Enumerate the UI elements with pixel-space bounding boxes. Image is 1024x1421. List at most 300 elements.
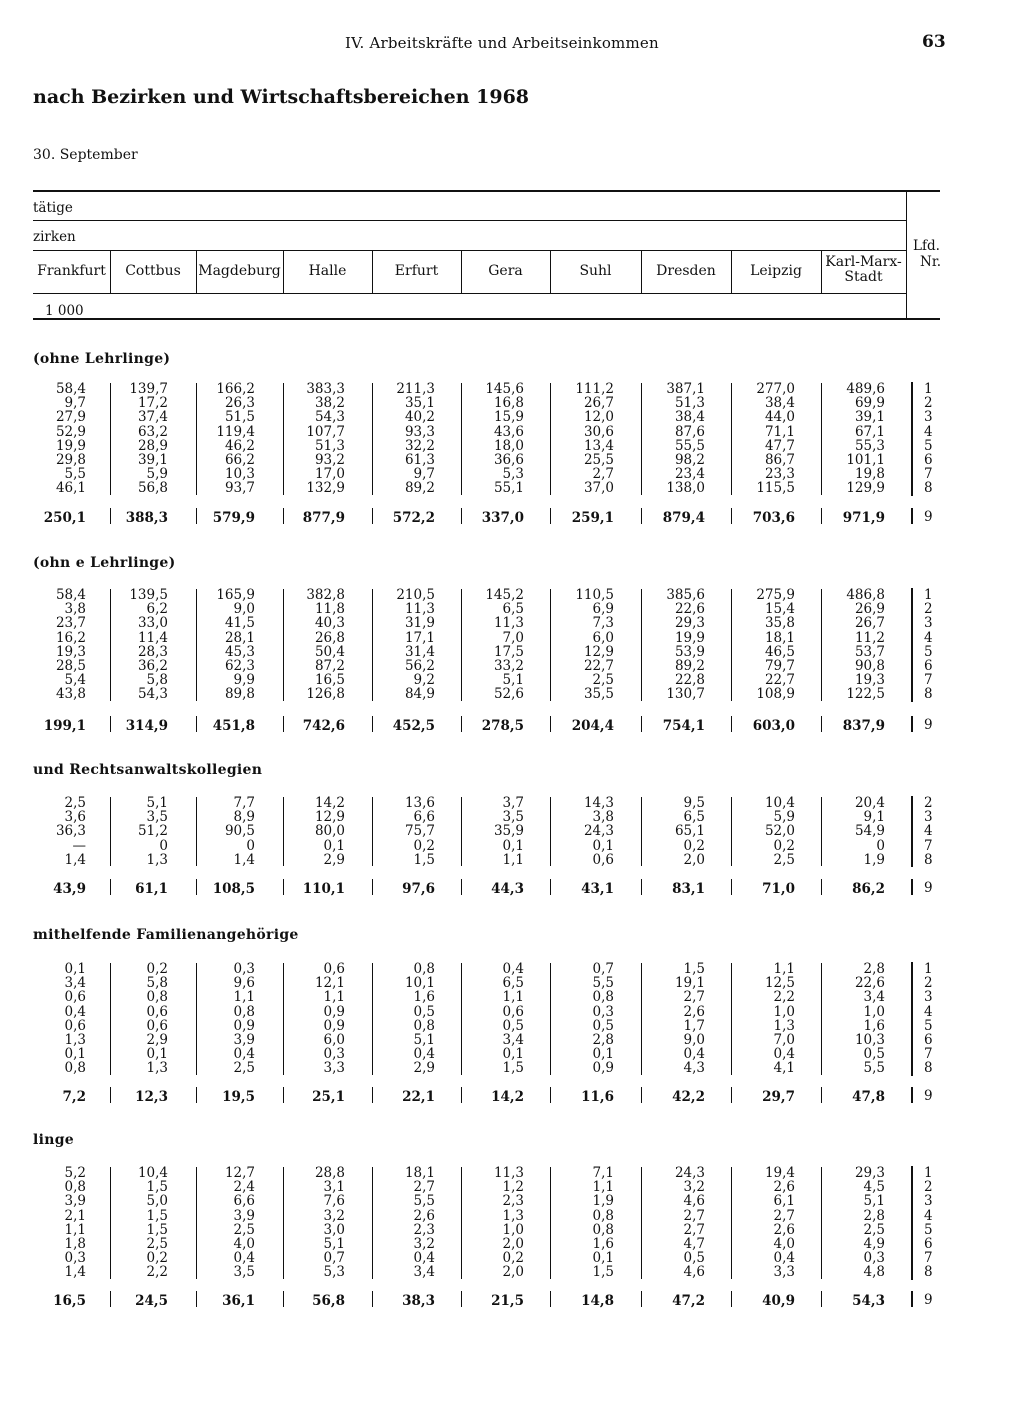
column-divider [641,1291,642,1307]
row-number: 9 [924,509,933,525]
data-cell: 3,9 [233,1032,255,1048]
data-cell: 36,3 [55,823,86,840]
data-cell: 89,2 [674,658,705,674]
data-cell: 0,4 [233,1250,255,1267]
data-cell: 0,8 [64,1179,86,1196]
data-cell: 489,6 [846,381,885,397]
data-cell: 1,2 [502,1179,524,1196]
column-divider [550,383,551,495]
column-divider [821,589,822,701]
data-cell: 0 [876,837,885,854]
data-cell: 0,1 [64,961,86,977]
column-header-cottbus: Cottbus [125,263,181,279]
data-cell: 51,3 [314,437,345,454]
section-title: (ohn e Lehrlinge) [33,555,176,571]
column-divider [821,1167,822,1279]
data-cell: 6,5 [502,601,524,618]
row-number: 6 [924,1236,933,1252]
data-cell: 3,3 [323,1060,345,1077]
data-cell: 31,4 [404,643,435,660]
total-cell: 21,5 [491,1293,524,1309]
column-header-leipzig: Leipzig [750,263,802,279]
data-cell: 15,9 [493,409,524,426]
data-cell: 0,4 [773,1250,795,1267]
column-divider [283,963,284,1075]
lfd-header-2: Nr. [920,254,942,270]
data-cell: 7,3 [592,615,614,632]
data-cell: 1,5 [413,851,435,868]
row-number: 4 [924,1207,933,1224]
data-cell: 0,4 [413,1250,435,1267]
data-cell: 10,3 [224,466,255,483]
data-cell: 75,7 [404,823,435,840]
data-cell: 2,3 [413,1221,435,1238]
data-cell: 44,0 [764,409,795,426]
data-cell: 1,0 [502,1221,524,1238]
data-cell: 3,8 [64,601,86,618]
total-cell: 56,8 [312,1293,345,1309]
data-cell: 19,3 [854,672,885,689]
data-cell: 56,2 [404,658,435,674]
total-cell: 22,1 [402,1089,435,1105]
total-cell: 451,8 [212,718,255,734]
total-cell: 971,9 [842,510,885,526]
column-divider [372,716,373,732]
column-divider [283,797,284,866]
header-lfd-divider [906,190,907,318]
data-cell: 16,8 [493,395,524,412]
total-cell: 14,2 [491,1089,524,1105]
data-cell: 4,0 [233,1236,255,1252]
total-cell: 97,6 [402,881,435,897]
data-cell: 0,8 [233,1003,255,1020]
column-divider [283,1291,284,1307]
data-cell: 0,4 [233,1046,255,1063]
total-cell: 108,5 [212,881,255,897]
data-cell: 3,4 [502,1032,524,1048]
data-cell: 2,2 [146,1264,168,1281]
data-cell: 71,1 [764,423,795,440]
data-cell: 54,9 [854,823,885,840]
data-cell: 0,7 [323,1250,345,1267]
data-cell: 4,6 [683,1264,705,1281]
data-cell: 2,7 [683,989,705,1006]
header-rule-bottom [33,318,940,320]
data-cell: 3,7 [502,795,524,811]
data-cell: 52,6 [493,686,524,703]
row-number: 4 [924,629,933,646]
data-cell: 0,7 [592,961,614,977]
data-cell: 93,7 [224,480,255,497]
data-cell: 18,1 [764,629,795,646]
data-cell: 53,9 [674,643,705,660]
data-cell: 107,7 [306,423,345,440]
data-cell: 166,2 [216,381,255,397]
data-cell: 19,9 [674,629,705,646]
data-cell: 3,4 [413,1264,435,1281]
column-divider [372,797,373,866]
data-cell: 2,6 [683,1003,705,1020]
lfd-divider [911,382,913,496]
data-cell: 15,4 [764,601,795,618]
data-cell: 2,1 [64,1207,86,1224]
column-divider [731,797,732,866]
data-cell: 0,3 [64,1250,86,1267]
column-divider [731,1291,732,1307]
data-cell: 3,5 [233,1264,255,1281]
data-cell: 1,3 [502,1207,524,1224]
data-cell: 9,9 [233,672,255,689]
data-cell: 0,1 [592,837,614,854]
row-number: 5 [924,1221,933,1238]
data-cell: 1,6 [413,989,435,1006]
data-cell: 12,9 [314,809,345,826]
page-number: 63 [922,32,946,52]
data-cell: 6,9 [592,601,614,618]
column-divider [731,963,732,1075]
data-cell: 7,0 [773,1032,795,1048]
data-cell: 30,6 [583,423,614,440]
data-cell: 0,4 [773,1046,795,1063]
data-cell: 3,9 [64,1193,86,1210]
total-cell: 278,5 [481,718,524,734]
column-divider [550,1167,551,1279]
data-cell: 26,9 [854,601,885,618]
total-cell: 19,5 [222,1089,255,1105]
data-cell: 40,3 [314,615,345,632]
data-cell: 10,4 [764,795,795,811]
total-cell: 47,2 [672,1293,705,1309]
header-col-divider [731,250,732,293]
total-cell: 61,1 [135,881,168,897]
data-cell: 62,3 [224,658,255,674]
data-cell: 0,9 [323,1017,345,1034]
header-rule-2 [33,250,906,251]
data-cell: 0,3 [863,1250,885,1267]
data-cell: 2,0 [502,1236,524,1252]
data-cell: 0 [246,837,255,854]
data-cell: 2,9 [413,1060,435,1077]
data-cell: 5,5 [592,975,614,992]
row-number: 3 [924,809,933,826]
column-header-erfurt: Erfurt [394,263,439,279]
data-cell: 0,4 [413,1046,435,1063]
page-title: nach Bezirken und Wirtschaftsbereichen 1968 [33,86,530,108]
data-cell: 37,4 [137,409,168,426]
data-cell: 6,5 [502,975,524,992]
column-divider [461,383,462,495]
data-cell: 36,2 [137,658,168,674]
data-cell: 2,6 [773,1221,795,1238]
column-divider [283,589,284,701]
data-cell: 26,7 [854,615,885,632]
data-cell: 0,3 [592,1003,614,1020]
data-cell: 28,9 [137,437,168,454]
data-cell: 8,9 [233,809,255,826]
data-cell: 11,3 [404,601,435,618]
data-cell: 2,6 [773,1179,795,1196]
data-cell: 3,3 [773,1264,795,1281]
column-divider [550,797,551,866]
data-cell: 17,5 [493,643,524,660]
row-number: 1 [924,587,933,603]
column-divider [461,1087,462,1103]
data-cell: 1,7 [683,1017,705,1034]
header-col-divider [461,250,462,293]
data-cell: 23,3 [764,466,795,483]
column-divider [731,508,732,524]
data-cell: 7,7 [233,795,255,811]
data-cell: 19,4 [764,1165,795,1181]
data-cell: 119,4 [216,423,255,440]
data-cell: 486,8 [846,587,885,603]
data-cell: 0,9 [592,1060,614,1077]
data-cell: 1,5 [146,1207,168,1224]
data-cell: 2,5 [233,1060,255,1077]
data-cell: 26,3 [224,395,255,412]
data-cell: 93,3 [404,423,435,440]
data-cell: 1,1 [502,989,524,1006]
data-cell: 28,1 [224,629,255,646]
column-divider [641,1167,642,1279]
row-number: 1 [924,1165,933,1181]
column-divider [550,879,551,895]
data-cell: 2,7 [683,1207,705,1224]
data-cell: 9,0 [233,601,255,618]
data-cell: 0,1 [502,837,524,854]
data-cell: 5,1 [502,672,524,689]
header-rule-top [33,190,940,192]
data-cell: 145,2 [485,587,524,603]
data-cell: 17,0 [314,466,345,483]
data-cell: 26,8 [314,629,345,646]
column-divider [821,1291,822,1307]
data-cell: 5,0 [146,1193,168,1210]
total-cell: 43,1 [581,881,614,897]
data-cell: 0,8 [592,1221,614,1238]
column-divider [641,1087,642,1103]
lfd-divider [911,879,913,895]
data-cell: 1,3 [64,1032,86,1048]
total-cell: 54,3 [852,1293,885,1309]
total-cell: 86,2 [852,881,885,897]
column-divider [461,963,462,1075]
data-cell: 111,2 [575,381,614,397]
header-col-divider [821,250,822,293]
data-cell: 5,1 [146,795,168,811]
data-cell: 5,8 [146,975,168,992]
column-divider [550,963,551,1075]
data-cell: 145,6 [485,381,524,397]
total-cell: 314,9 [125,718,168,734]
data-cell: 50,4 [314,643,345,660]
data-cell: 0,2 [502,1250,524,1267]
data-cell: 25,5 [583,452,614,468]
column-divider [461,508,462,524]
row-number: 9 [924,1292,933,1308]
data-cell: 2,7 [592,466,614,483]
row-number: 8 [924,1264,933,1281]
data-cell: 2,5 [233,1221,255,1238]
data-cell: 52,0 [764,823,795,840]
row-number: 2 [924,395,933,412]
column-header-suhl: Suhl [579,263,612,279]
data-cell: 4,9 [863,1236,885,1252]
data-cell: 110,5 [575,587,614,603]
data-cell: 9,2 [413,672,435,689]
data-cell: 132,9 [306,480,345,497]
data-cell: 1,5 [502,1060,524,1077]
data-cell: 1,6 [863,1017,885,1034]
data-cell: 66,2 [224,452,255,468]
header-col-divider [196,250,197,293]
row-number: 2 [924,795,933,811]
data-cell: 87,6 [674,423,705,440]
header-row1-label: tätige [33,200,73,216]
data-cell: 89,8 [224,686,255,703]
total-cell: 24,5 [135,1293,168,1309]
data-cell: 22,6 [854,975,885,992]
data-cell: 4,5 [863,1179,885,1196]
column-divider [641,716,642,732]
data-cell: 9,0 [683,1032,705,1048]
lfd-divider [911,716,913,732]
data-cell: 10,1 [404,975,435,992]
data-cell: 2,5 [146,1236,168,1252]
row-number: 4 [924,823,933,840]
total-cell: 259,1 [571,510,614,526]
data-cell: 0,4 [64,1003,86,1020]
header-rule-1 [33,220,906,221]
section-title: und Rechtsanwaltskollegien [33,762,263,778]
data-cell: 2,5 [773,851,795,868]
data-cell: 11,8 [314,601,345,618]
data-cell: 65,1 [674,823,705,840]
total-cell: 71,0 [762,881,795,897]
data-cell: 12,0 [583,409,614,426]
data-cell: 1,8 [64,1236,86,1252]
data-cell: 28,8 [314,1165,345,1181]
data-cell: 2,6 [413,1207,435,1224]
data-cell: 1,9 [592,1193,614,1210]
total-cell: 47,8 [852,1089,885,1105]
data-cell: 41,5 [224,615,255,632]
row-number: 5 [924,437,933,454]
data-cell: 32,2 [404,437,435,454]
data-cell: 129,9 [846,480,885,497]
data-cell: 138,0 [666,480,705,497]
data-cell: 382,8 [306,587,345,603]
total-cell: 877,9 [302,510,345,526]
data-cell: 12,9 [583,643,614,660]
data-cell: 3,0 [323,1221,345,1238]
column-divider [283,716,284,732]
section-title: (ohne Lehrlinge) [33,351,171,367]
data-cell: 35,5 [583,686,614,703]
data-cell: 54,3 [314,409,345,426]
lfd-divider [911,508,913,524]
data-cell: 79,7 [764,658,795,674]
data-cell: 28,5 [55,658,86,674]
data-cell: 29,3 [854,1165,885,1181]
data-cell: 19,9 [55,437,86,454]
data-cell: 63,2 [137,423,168,440]
column-divider [731,1167,732,1279]
data-cell: 5,4 [64,672,86,689]
data-cell: 14,3 [583,795,614,811]
column-divider [731,589,732,701]
data-cell: 11,2 [854,629,885,646]
data-cell: 2,5 [592,672,614,689]
data-cell: 14,2 [314,795,345,811]
column-divider [821,508,822,524]
data-cell: 0,6 [592,851,614,868]
total-cell: 7,2 [62,1089,86,1105]
column-divider [821,716,822,732]
data-cell: 2,0 [683,851,705,868]
data-cell: 5,9 [146,466,168,483]
data-cell: 84,9 [404,686,435,703]
data-cell: 0,3 [323,1046,345,1063]
total-cell: 25,1 [312,1089,345,1105]
data-cell: 52,9 [55,423,86,440]
row-number: 7 [924,1250,933,1267]
data-cell: 0,2 [683,837,705,854]
data-cell: 1,4 [64,851,86,868]
data-cell: 3,2 [683,1179,705,1196]
data-cell: 0,5 [592,1017,614,1034]
column-divider [641,963,642,1075]
total-cell: 452,5 [392,718,435,734]
data-cell: 51,3 [674,395,705,412]
data-cell: 69,9 [854,395,885,412]
data-cell: 5,5 [863,1060,885,1077]
lfd-divider [911,962,913,1076]
data-cell: 0,1 [592,1046,614,1063]
data-cell: 0,1 [592,1250,614,1267]
data-cell: 90,8 [854,658,885,674]
data-cell: 126,8 [306,686,345,703]
total-cell: 754,1 [662,718,705,734]
row-number: 3 [924,989,933,1006]
data-cell: 5,1 [413,1032,435,1048]
lfd-divider [911,588,913,702]
column-divider [550,716,551,732]
row-number: 3 [924,615,933,632]
data-cell: 5,8 [146,672,168,689]
data-cell: 61,3 [404,452,435,468]
data-cell: 0,5 [502,1017,524,1034]
data-cell: 1,9 [863,851,885,868]
data-cell: 46,5 [764,643,795,660]
data-cell: 2,9 [323,851,345,868]
data-cell: 13,4 [583,437,614,454]
column-header-dresden: Dresden [656,263,716,279]
data-cell: 12,5 [764,975,795,992]
data-cell: 5,2 [64,1165,86,1181]
column-divider [550,1291,551,1307]
data-cell: 0,6 [502,1003,524,1020]
data-cell: 38,4 [674,409,705,426]
total-cell: 38,3 [402,1293,435,1309]
data-cell: 211,3 [396,381,435,397]
row-number: 4 [924,1003,933,1020]
data-cell: 22,7 [583,658,614,674]
lfd-divider [911,796,913,867]
data-cell: 0,9 [323,1003,345,1020]
data-cell: 1,3 [773,1017,795,1034]
data-cell: 2,9 [146,1032,168,1048]
